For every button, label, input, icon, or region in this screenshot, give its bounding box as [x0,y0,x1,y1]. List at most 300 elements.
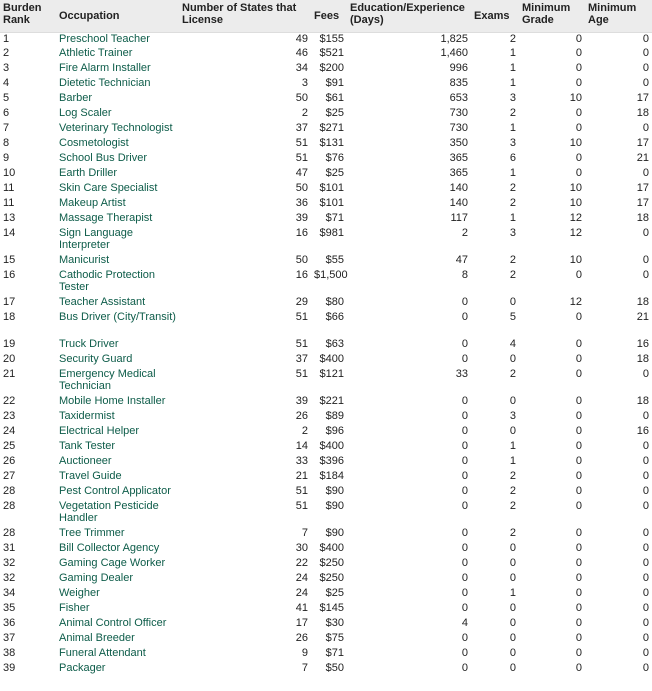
grade-cell: 0 [575,632,582,644]
states-cell: 36 [295,197,308,209]
table-row [0,395,652,410]
grade-cell: 0 [575,425,582,437]
fees-cell: $25 [325,587,344,599]
exams-cell: 0 [509,617,516,629]
fees-cell: $400 [319,353,344,365]
occupation-cell: Truck Driver [59,338,119,350]
exams-cell: 1 [509,62,516,74]
grade-cell: 0 [575,647,582,659]
education-cell: 0 [461,527,468,539]
occupation-cell: Security Guard [59,353,133,365]
occupation-cell: Massage Therapist [59,212,153,224]
grade-cell: 0 [575,542,582,554]
grade-cell: 0 [575,470,582,482]
education-cell: 117 [450,212,468,224]
states-cell: 51 [295,311,308,323]
table-row [0,254,652,269]
table-row [0,647,652,662]
table-row [0,368,652,395]
states-cell: 14 [295,440,308,452]
grade-cell: 0 [575,152,582,164]
grade-cell: 0 [575,395,582,407]
age-cell: 17 [636,182,649,194]
rank-cell: 23 [3,410,16,422]
states-cell: 7 [301,527,308,539]
fees-cell: $155 [319,32,344,45]
exams-cell: 4 [509,338,516,350]
occupation-cell: Travel Guide [59,470,122,482]
fees-cell: $25 [325,167,344,179]
rank-cell: 9 [3,152,10,164]
fees-cell: $30 [325,617,344,629]
fees-cell: $55 [325,254,344,266]
fees-cell: $90 [325,485,344,497]
table-row [0,485,652,500]
states-cell: 39 [295,395,308,407]
fees-cell: $76 [325,152,344,164]
table-row [0,572,652,587]
table-row [0,542,652,557]
occupation-cell: Weigher [59,587,100,599]
education-cell: 0 [461,632,468,644]
rank-cell: 25 [3,440,16,452]
fees-cell: $89 [325,410,344,422]
table-row [0,227,652,254]
exams-cell: 0 [509,296,516,308]
grade-cell: 0 [575,47,582,59]
age-cell: 0 [642,485,649,497]
age-cell: 0 [642,527,649,539]
states-cell: 39 [295,212,308,224]
rank-cell: 13 [3,212,16,224]
grade-cell: 0 [575,353,582,365]
states-cell: 26 [295,410,308,422]
age-cell: 0 [642,500,649,512]
states-cell: 16 [295,269,308,281]
age-cell: 0 [642,557,649,569]
exams-cell: 6 [509,152,516,164]
occupation-cell: Emergency Medical Technician [59,368,156,392]
grade-cell: 0 [575,107,582,119]
age-cell: 0 [642,410,649,422]
exams-cell: 0 [509,425,516,437]
education-cell: 0 [461,455,468,467]
age-cell: 0 [642,647,649,659]
age-cell: 18 [636,296,649,308]
states-cell: 34 [295,62,308,74]
education-cell: 1,460 [440,47,468,59]
age-cell: 18 [636,395,649,407]
rank-cell: 8 [3,137,10,149]
age-cell: 18 [636,107,649,119]
occupation-cell: Pest Control Applicator [59,485,171,497]
fees-cell: $91 [325,77,344,89]
fees-cell: $521 [319,47,344,59]
education-cell: 0 [461,425,468,437]
grade-cell: 12 [569,296,582,308]
occupation-cell: Veterinary Technologist [59,122,173,134]
education-cell: 0 [461,587,468,599]
exams-cell: 0 [509,602,516,614]
education-cell: 365 [449,167,468,179]
occupation-cell: Skin Care Specialist [59,182,158,194]
exams-cell: 1 [509,47,516,59]
occupation-cell: Electrical Helper [59,425,140,437]
education-cell: 140 [449,197,468,209]
exams-cell: 0 [509,557,516,569]
exams-cell: 1 [509,212,516,224]
exams-cell: 2 [509,107,516,119]
states-cell: 33 [295,455,308,467]
grade-cell: 0 [575,500,582,512]
states-cell: 51 [295,338,308,350]
table-row [0,410,652,425]
grade-cell: 0 [575,455,582,467]
grade-cell: 0 [575,32,582,45]
exams-cell: 0 [509,647,516,659]
age-cell: 17 [636,137,649,149]
age-cell: 0 [642,662,649,674]
grade-cell: 0 [575,410,582,422]
states-cell: 51 [295,137,308,149]
exams-cell: 2 [509,32,516,45]
rank-cell: 38 [3,647,16,659]
exams-cell: 0 [509,662,516,674]
occupation-cell: School Bus Driver [59,152,148,164]
states-cell: 51 [295,152,308,164]
rank-cell: 39 [3,662,16,674]
age-cell: 0 [642,62,649,74]
occupation-cell: Fisher [59,602,90,614]
table-row [0,182,652,197]
fees-cell: $61 [325,92,344,104]
table-row [0,92,652,107]
education-cell: 0 [461,500,468,512]
table-row [0,470,652,485]
education-cell: 835 [449,77,468,89]
states-cell: 24 [295,572,308,584]
exams-cell: 2 [509,368,516,380]
age-cell: 0 [642,254,649,266]
states-cell: 51 [295,368,308,380]
education-cell: 996 [449,62,468,74]
exams-cell: 1 [509,587,516,599]
grade-cell: 0 [575,557,582,569]
table-row [0,662,652,677]
exams-cell: 2 [509,182,516,194]
states-cell: 46 [295,47,308,59]
rank-cell: 16 [3,269,16,281]
table-row [0,527,652,542]
grade-cell: 0 [575,269,582,281]
rank-cell: 2 [3,47,10,59]
header-education: Education/Experience (Days) [347,0,471,32]
age-cell: 0 [642,47,649,59]
exams-cell: 1 [509,167,516,179]
rank-cell: 20 [3,353,16,365]
age-cell: 0 [642,122,649,134]
states-cell: 9 [301,647,308,659]
table-row [0,296,652,311]
fees-cell: $400 [319,440,344,452]
rank-cell: 10 [3,167,16,179]
occupation-cell: Preschool Teacher [59,32,150,45]
grade-cell: 0 [575,311,582,323]
grade-cell: 0 [575,572,582,584]
states-cell: 47 [295,167,308,179]
age-cell: 0 [642,269,649,281]
grade-cell: 0 [575,602,582,614]
fees-cell: $396 [319,455,344,467]
occupation-cell: Teacher Assistant [59,296,146,308]
occupation-cell: Dietetic Technician [59,77,151,89]
table-row [0,632,652,647]
fees-cell: $250 [319,557,344,569]
education-cell: 0 [461,353,468,365]
occupation-cell: Athletic Trainer [59,47,133,59]
fees-cell: $250 [319,572,344,584]
rank-cell: 15 [3,254,16,266]
occupation-cell: Taxidermist [59,410,115,422]
fees-cell: $101 [319,182,344,194]
fees-cell: $981 [319,227,344,239]
occupation-cell: Funeral Attendant [59,647,146,659]
education-cell: 0 [461,470,468,482]
exams-cell: 2 [509,485,516,497]
table-row [0,587,652,602]
education-cell: 0 [461,647,468,659]
grade-cell: 0 [575,617,582,629]
grade-cell: 12 [569,212,582,224]
fees-cell: $400 [319,542,344,554]
occupation-cell: Cathodic Protection Tester [59,269,155,293]
education-cell: 0 [461,395,468,407]
occupation-cell: Manicurist [59,254,110,266]
education-cell: 2 [461,227,468,239]
table-row [0,62,652,77]
states-cell: 26 [295,632,308,644]
rank-cell: 11 [3,182,15,194]
exams-cell: 2 [509,269,516,281]
states-cell: 22 [295,557,308,569]
age-cell: 0 [642,617,649,629]
fees-cell: $121 [319,368,344,380]
exams-cell: 2 [509,470,516,482]
fees-cell: $131 [319,137,344,149]
table-row [0,617,652,632]
fees-cell: $66 [325,311,344,323]
exams-cell: 0 [509,572,516,584]
age-cell: 16 [636,425,649,437]
fees-cell: $96 [325,425,344,437]
exams-cell: 3 [509,92,516,104]
grade-cell: 0 [575,338,582,350]
occupation-cell: Tank Tester [59,440,116,452]
header-rank: Burden Rank [0,0,56,32]
rank-cell: 18 [3,311,16,323]
exams-cell: 2 [509,500,516,512]
table-row [0,557,652,572]
table-row [0,77,652,92]
table-row [0,167,652,182]
rank-cell: 31 [3,542,16,554]
rank-cell: 37 [3,632,16,644]
states-cell: 50 [295,92,308,104]
age-cell: 16 [636,338,649,350]
states-cell: 51 [295,485,308,497]
education-cell: 4 [461,617,468,629]
rank-cell: 21 [3,368,16,380]
rank-cell: 35 [3,602,16,614]
exams-cell: 2 [509,527,516,539]
rank-cell: 28 [3,485,16,497]
fees-cell: $80 [325,296,344,308]
rank-cell: 32 [3,572,16,584]
education-cell: 350 [449,137,468,149]
fees-cell: $71 [325,212,344,224]
grade-cell: 0 [575,485,582,497]
states-cell: 41 [295,602,308,614]
education-cell: 0 [461,542,468,554]
exams-cell: 1 [509,440,516,452]
header-row [0,0,652,32]
education-cell: 0 [461,440,468,452]
table-row [0,353,652,368]
rank-cell: 24 [3,425,16,437]
age-cell: 0 [642,455,649,467]
education-cell: 0 [461,410,468,422]
exams-cell: 5 [509,311,516,323]
table-row [0,47,652,62]
grade-cell: 10 [569,92,582,104]
education-cell: 0 [461,311,468,323]
education-cell: 0 [461,662,468,674]
education-cell: 653 [449,92,468,104]
age-cell: 0 [642,227,649,239]
grade-cell: 10 [569,137,582,149]
table-row [0,455,652,470]
header-fees: Fees [311,0,347,32]
states-cell: 50 [295,182,308,194]
rank-cell: 14 [3,227,16,239]
occupation-cell: Packager [59,662,106,674]
fees-cell: $200 [319,62,344,74]
states-cell: 2 [301,107,308,119]
exams-cell: 3 [509,410,516,422]
states-cell: 21 [295,470,308,482]
states-cell: 50 [295,254,308,266]
occupation-cell: Animal Control Officer [59,617,167,629]
education-cell: 8 [461,269,468,281]
education-cell: 0 [461,602,468,614]
states-cell: 17 [295,617,308,629]
fees-cell: $25 [325,107,344,119]
header-age: Minimum Age [585,0,652,32]
education-cell: 730 [449,122,468,134]
grade-cell: 0 [575,527,582,539]
fees-cell: $1,500 [314,269,348,281]
exams-cell: 2 [509,254,516,266]
fees-cell: $221 [319,395,344,407]
table-row [0,122,652,137]
exams-cell: 1 [509,122,516,134]
rank-cell: 7 [3,122,10,134]
age-cell: 17 [636,92,649,104]
rank-cell: 6 [3,107,10,119]
occupation-cell: Barber [59,92,93,104]
exams-cell: 3 [509,227,516,239]
education-cell: 47 [455,254,468,266]
education-cell: 0 [461,557,468,569]
education-cell: 365 [449,152,468,164]
rank-cell: 27 [3,470,16,482]
rank-cell: 5 [3,92,10,104]
grade-cell: 0 [575,77,582,89]
occupation-cell: Bill Collector Agency [59,542,160,554]
table-row [0,197,652,212]
age-cell: 0 [642,368,649,380]
education-cell: 33 [455,368,468,380]
fees-cell: $271 [319,122,344,134]
education-cell: 730 [449,107,468,119]
age-cell: 0 [642,77,649,89]
exams-cell: 1 [509,455,516,467]
table-row [0,602,652,617]
age-cell: 21 [636,152,649,164]
occupation-cell: Makeup Artist [59,197,126,209]
fees-cell: $90 [325,527,344,539]
grade-cell: 0 [575,167,582,179]
grade-cell: 0 [575,587,582,599]
states-cell: 37 [295,353,308,365]
age-cell: 0 [642,440,649,452]
occupation-cell: Gaming Dealer [59,572,133,584]
exams-cell: 0 [509,542,516,554]
fees-cell: $50 [325,662,344,674]
occupation-cell: Vegetation Pesticide Handler [59,500,159,524]
table-row [0,152,652,167]
exams-cell: 1 [509,77,516,89]
fees-cell: $101 [319,197,344,209]
table-row [0,500,652,527]
exams-cell: 0 [509,395,516,407]
occupation-cell: Cosmetologist [59,137,129,149]
age-cell: 0 [642,587,649,599]
states-cell: 16 [295,227,308,239]
header-exams: Exams [471,0,519,32]
rank-cell: 19 [3,338,16,350]
rank-cell: 36 [3,617,16,629]
grade-cell: 0 [575,662,582,674]
table-row [0,425,652,440]
fees-cell: $63 [325,338,344,350]
fees-cell: $145 [319,602,344,614]
exams-cell: 3 [509,137,516,149]
occupation-cell: Earth Driller [59,167,118,179]
table-row [0,269,652,296]
grade-cell: 10 [569,254,582,266]
header-grade: Minimum Grade [519,0,585,32]
age-cell: 0 [642,32,649,45]
rank-cell: 34 [3,587,16,599]
rank-cell: 4 [3,77,10,89]
education-cell: 140 [449,182,468,194]
rank-cell: 28 [3,500,16,512]
states-cell: 37 [295,122,308,134]
exams-cell: 2 [509,197,516,209]
table-row [0,32,652,47]
education-cell: 0 [461,485,468,497]
